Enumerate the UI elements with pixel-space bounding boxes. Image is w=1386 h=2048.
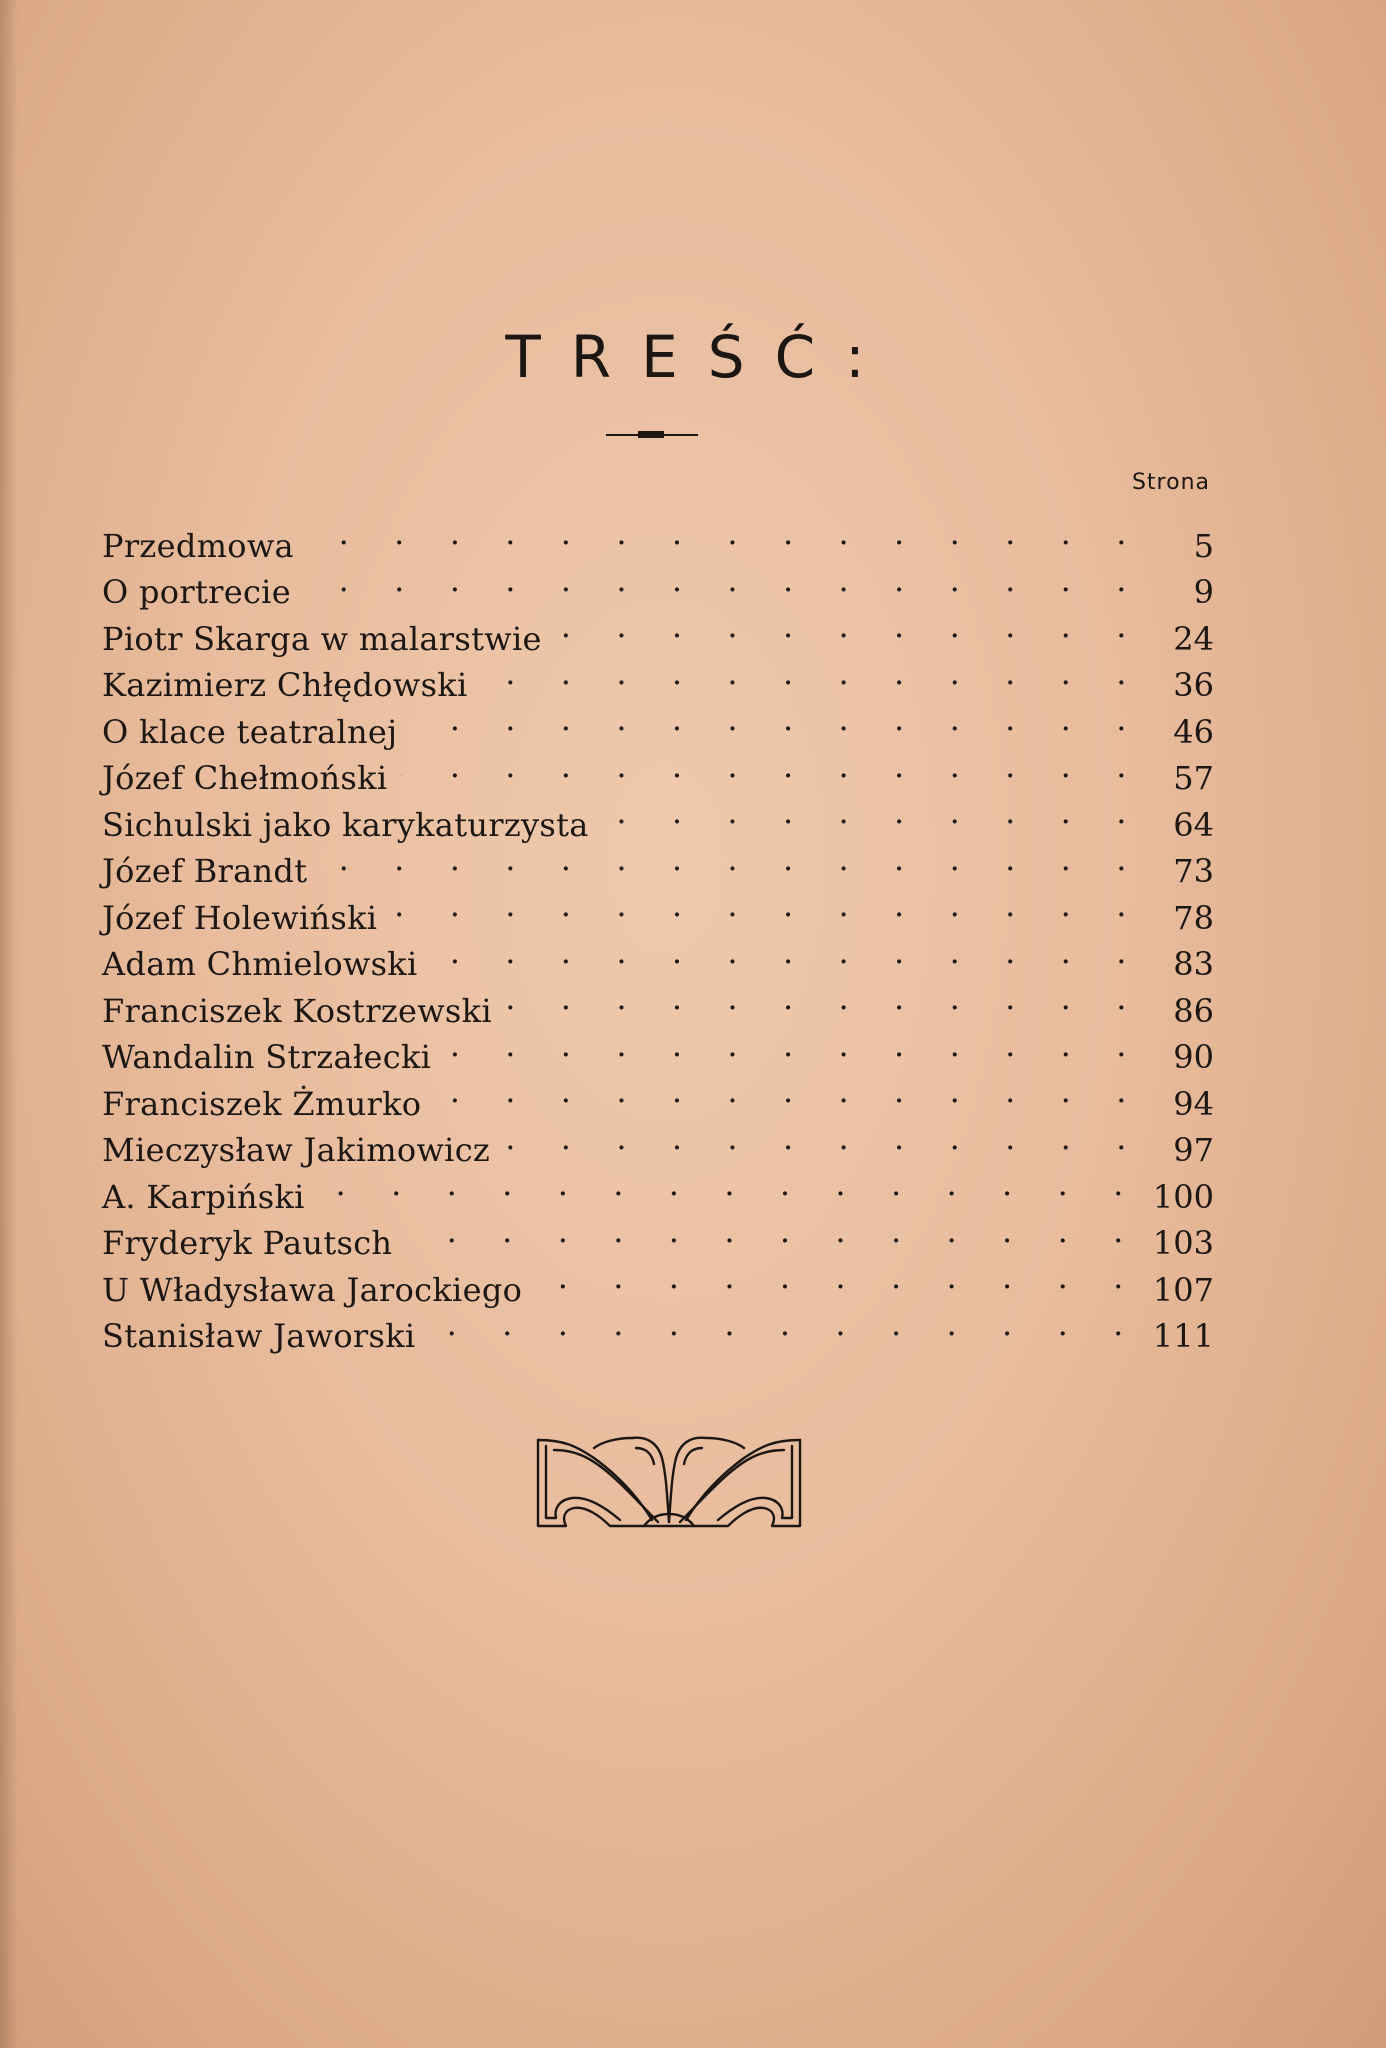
- toc-entry-title: Wandalin Strzałecki: [102, 1038, 432, 1076]
- dot-leader: [435, 1068, 1144, 1115]
- table-of-contents: [102, 510, 1214, 1355]
- page-edge-shadow: [0, 0, 18, 2048]
- toc-entry-title: Kazimierz Chłędowski: [102, 666, 468, 704]
- toc-entry-title: Mieczysław Jakimowicz: [102, 1131, 491, 1169]
- toc-entry-page: 5: [1193, 526, 1214, 565]
- dot-leader: [305, 557, 1144, 604]
- dot-leader: [406, 1208, 1141, 1255]
- toc-entry-page: 9: [1193, 573, 1214, 611]
- dot-leader: [482, 650, 1144, 697]
- toc-entry-page: 100: [1152, 1177, 1214, 1216]
- toc-entry-title: Fryderyk Pautsch: [102, 1224, 393, 1262]
- toc-entry-page: 90: [1173, 1038, 1214, 1076]
- dot-leader: [445, 1022, 1144, 1069]
- dot-leader: [308, 510, 1144, 557]
- toc-entry-title: Adam Chmielowski: [102, 945, 418, 983]
- toc-entry-title: Franciszek Kostrzewski: [102, 991, 492, 1030]
- toc-entry-title: Sichulski jako karykaturzysta: [102, 805, 589, 844]
- dot-leader: [429, 1301, 1140, 1348]
- title-rule-mark: [638, 431, 664, 438]
- dot-leader: [411, 696, 1144, 743]
- dot-leader: [603, 789, 1144, 836]
- dot-leader: [536, 1254, 1141, 1301]
- dot-leader: [321, 836, 1144, 883]
- page-column-header: Strona: [1131, 470, 1210, 495]
- dot-leader: [506, 975, 1144, 1022]
- toc-entry-title: Stanisław Jaworski: [102, 1317, 416, 1355]
- toc-entry-page: 57: [1173, 759, 1214, 797]
- toc-entry-page: 103: [1152, 1224, 1214, 1262]
- dot-leader: [391, 882, 1144, 929]
- toc-entry-page: 111: [1152, 1317, 1214, 1355]
- toc-entry-page: 83: [1173, 945, 1214, 983]
- toc-entry-page: 78: [1173, 898, 1214, 937]
- toc-entry-page: 94: [1173, 1084, 1214, 1123]
- dot-leader: [504, 1115, 1144, 1162]
- toc-entry-page: 97: [1173, 1131, 1214, 1169]
- toc-entry-title: O klace teatralnej: [102, 712, 398, 751]
- page-title: TREŚĆ:: [505, 323, 895, 391]
- toc-entry-page: 73: [1173, 852, 1214, 890]
- art-nouveau-ornament-icon: [524, 1428, 814, 1532]
- toc-entry-title: Przedmowa: [102, 526, 294, 565]
- toc-entry-title: Franciszek Żmurko: [102, 1084, 422, 1123]
- toc-entry-page: 86: [1173, 991, 1214, 1030]
- toc-entry-title: Józef Chełmoński: [102, 759, 388, 797]
- toc-entry-page: 46: [1173, 712, 1214, 751]
- dot-leader: [319, 1161, 1141, 1208]
- toc-entry-title: Józef Holewiński: [102, 898, 378, 937]
- toc-entry-title: Józef Brandt: [102, 852, 308, 890]
- toc-entry-title: U Władysława Jarockiego: [102, 1270, 523, 1309]
- dot-leader: [432, 929, 1144, 976]
- toc-entry: [102, 510, 1214, 565]
- toc-entry-title: Piotr Skarga w malarstwie: [102, 619, 542, 658]
- toc-entry-title: O portrecie: [102, 573, 291, 611]
- toc-entry-page: 36: [1173, 666, 1214, 704]
- dot-leader: [556, 603, 1144, 650]
- toc-entry-page: 24: [1173, 619, 1214, 658]
- toc-entry-page: 107: [1152, 1270, 1214, 1309]
- toc-entry-page: 64: [1173, 805, 1214, 844]
- dot-leader: [401, 743, 1144, 790]
- toc-entry-title: A. Karpiński: [102, 1177, 305, 1216]
